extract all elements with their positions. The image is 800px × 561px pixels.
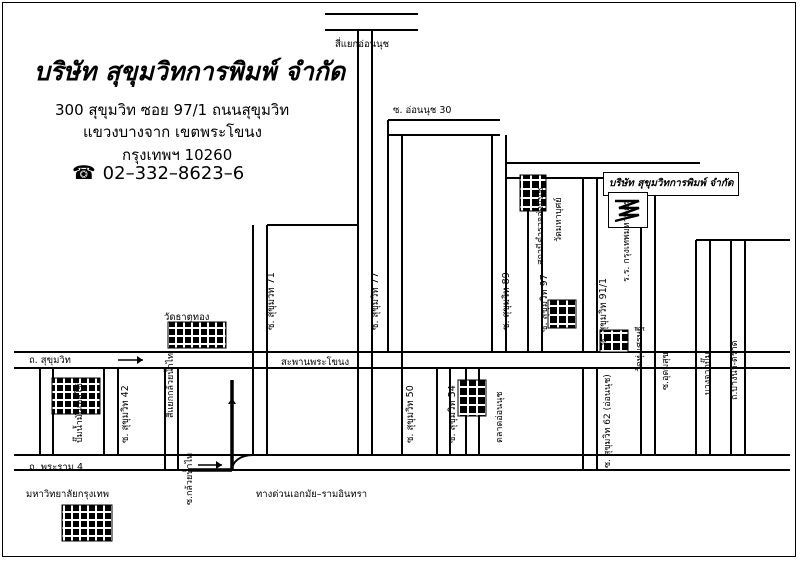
company-name: บริษัท สุขุมวิทการพิมพ์ จำกัด [34, 57, 346, 86]
label-soi-sukhumvit-71: ซ. สุขุมวิท 71 [266, 272, 277, 330]
label-wat-mahabut: วัดมหาบุศย์ [554, 197, 564, 242]
label-bangkok-university: มหาวิทยาลัยกรุงเทพ [26, 489, 110, 500]
label-soi-sukhumvit-54: ซ. สุขุมวิท 54 [447, 385, 458, 443]
phone-row [72, 163, 244, 184]
label-saphan-phra-khanong: สะพานพระโขนง [281, 357, 350, 368]
label-on-nut-police-station: สถานีตำรวจอ่อนนุช [536, 187, 546, 265]
label-thanon-rama-4: ถ. พระราม 4 [29, 462, 84, 473]
label-bang-chak-station: บางจากปั๊ม [703, 352, 713, 395]
label-thanon-bangna-trat: ถ.บางนา-ตราด [730, 340, 740, 400]
label-expressway-ekkamai-ramindra: ทางด่วนเอกมัย–รามอินทรา [256, 489, 368, 500]
label-soi-udomsuk: ซ.อุดมสุข [661, 352, 671, 390]
label-soi-on-nut-30: ซ. อ่อนนุช 30 [393, 105, 452, 116]
label-soi-sukhumvit-77: ซ. สุขุมวิท 77 [370, 272, 381, 330]
label-soi-kluaynamthai: ซ.กล้วยน้ำไท [185, 453, 195, 505]
label-wat-that-thong: วัดธาตุทอง [164, 312, 210, 323]
label-thanon-sukhumvit: ถ. สุขุมวิท [29, 355, 71, 366]
label-soi-sukhumvit-97: ซ. สุขุมวิท 97 [539, 274, 550, 332]
address-line-3: กรุงเทพฯ 10260 [122, 146, 233, 164]
label-si-yaek-on-nut: สี่แยกอ่อนนุช [335, 39, 390, 50]
label-soi-sukhumvit-50: ซ. สุขุมวิท 50 [405, 385, 416, 443]
telephone-icon: ☎ [72, 162, 96, 184]
phone-number: 02–332–8623–6 [102, 163, 245, 184]
label-rr-krungthep-maha-nakhon: ร.ร. กรุงเทพมหานคร [622, 200, 632, 282]
label-soi-sukhumvit-62: ซ. สุขุมวิท 62 (อ่อนนุช) [603, 374, 613, 468]
label-soi-sukhumvit-42: ซ. สุขุมวิท 42 [120, 385, 131, 443]
address-line-2: แขวงบางจาก เขตพระโขนง [83, 123, 263, 141]
label-wat-thung-setthi: วัดทุ่งเศรษฐี [635, 326, 645, 372]
label-gas-station-soi-42: ปั๊มน้ำมันเอสโซ่ [75, 383, 85, 443]
label-soi-sukhumvit-91: ซ. สุขุมวิท 91/1 [598, 278, 609, 345]
label-soi-sukhumvit-89: ซ. สุขุมวิท 89 [501, 272, 512, 330]
label-talat-on-nut: ตลาดอ่อนนุช [495, 391, 505, 443]
address-line-1: 300 สุขุมวิท ซอย 97/1 ถนนสุขุมวิท [55, 101, 290, 119]
label-soi-phra-khanong: สี่แยกกล้วยน้ำไท [166, 353, 176, 418]
company-marker-label: บริษัท สุขุมวิทการพิมพ์ จำกัด [603, 172, 739, 196]
